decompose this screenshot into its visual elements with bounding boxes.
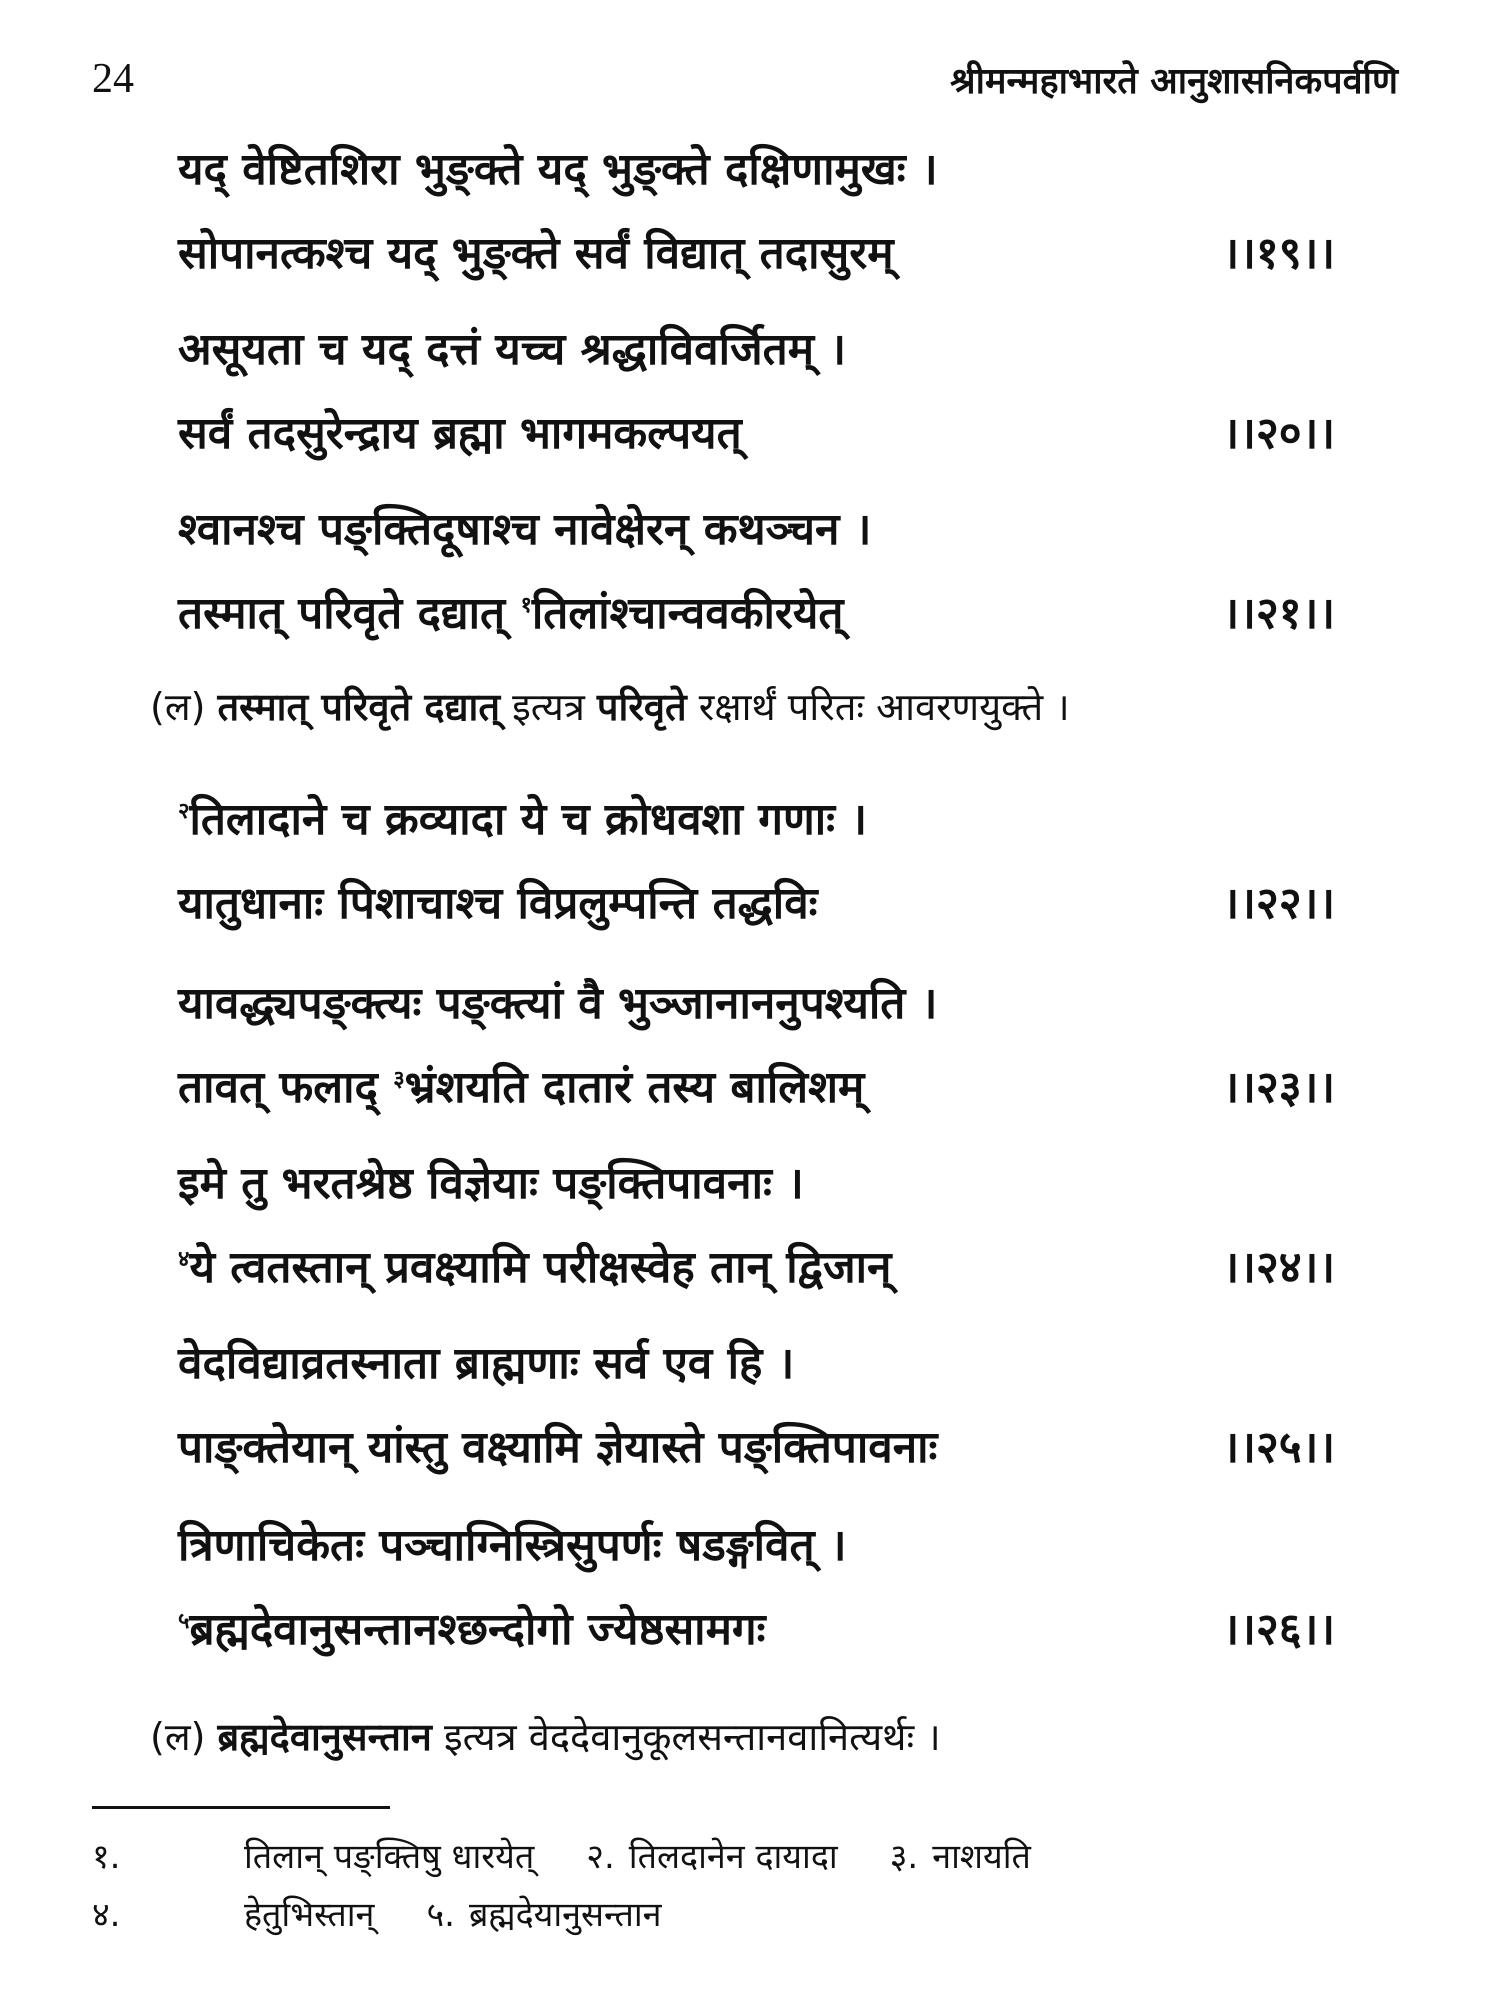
note-text: इत्यत्र वेददेवानुकूलसन्तानवानित्यर्थः ।: [443, 1715, 941, 1759]
commentary-note: [150, 1710, 941, 1762]
note-prefix: (ल): [150, 1715, 206, 1759]
verse-line: [178, 212, 1335, 296]
note-bold: ब्रह्मदेवानुसन्तान: [217, 1715, 432, 1759]
verse-text: त्रिणाचिकेतः पञ्चाग्निस्त्रिसुपर्णः षडङ्गवित् ।: [178, 1520, 847, 1571]
verse-26: [178, 1504, 1335, 1672]
verse-24: [178, 1142, 1335, 1310]
verse-text: यद् वेष्टितशिरा भुङ्क्ते यद् भुङ्क्ते दक्षिणामुखः ।: [178, 144, 938, 195]
verse-text: वेदविद्याव्रतस्नाता ब्राह्मणाः सर्व एव हि ।: [178, 1338, 795, 1389]
verse-line: [178, 1588, 1335, 1672]
footnote-text: तिलदानेन दायादा: [628, 1837, 838, 1877]
verse-number: ।।२४।।: [1222, 1242, 1335, 1293]
verse-25: [178, 1322, 1335, 1490]
footnote-number: ३.: [889, 1837, 919, 1877]
verse-number: ।।२५।।: [1222, 1422, 1335, 1473]
verse-19: [178, 128, 1335, 296]
commentary-note: [150, 680, 1070, 732]
verse-line: [178, 572, 1335, 656]
verse-text: सोपानत्कश्च यद् भुङ्क्ते सर्वं विद्यात् तदासुरम्: [178, 228, 894, 279]
note-text: इत्यत्र: [512, 685, 585, 729]
note-prefix: (ल): [150, 685, 206, 729]
footnote-text: नाशयति: [932, 1837, 1031, 1877]
verse-text: श्वानश्च पङ्क्तिदूषाश्च नावेक्षेरन् कथञ्चन ।: [178, 504, 872, 555]
verse-line: [178, 1406, 1335, 1490]
footnote-marker: ४: [178, 1247, 190, 1272]
note-bold: तस्मात् परिवृते दद्यात्: [217, 685, 501, 729]
verse-line: [178, 862, 1335, 946]
verse-21: [178, 488, 1335, 656]
verse-20: [178, 308, 1335, 476]
footnote-number: ४.: [92, 1895, 121, 1935]
footnote-number: १.: [92, 1837, 121, 1877]
verse-text: सर्वं तदसुरेन्द्राय ब्रह्मा भागमकल्पयत्: [178, 408, 742, 459]
verse-text: ब्रह्मदेवानुसन्तानश्छन्दोगो ज्येष्ठसामगः: [189, 1604, 766, 1655]
verse-number: ।।२३।।: [1222, 1062, 1335, 1113]
footnote-marker: १: [520, 593, 532, 618]
verse-text: तावत् फलाद्: [178, 1062, 378, 1113]
footnotes: [92, 1828, 1083, 1944]
verse-line: [178, 128, 1335, 212]
footnote-marker: ३: [393, 1067, 405, 1092]
verse-text: भ्रंशयति दातारं तस्य बालिशम्: [404, 1062, 865, 1113]
page-header: [92, 55, 1398, 115]
running-title: श्रीमन्महाभारते आनुशासनिकपर्वणि: [950, 61, 1398, 102]
verse-line: [178, 1142, 1335, 1226]
footnote-divider: [92, 1806, 390, 1809]
verse-text: तिलादाने च क्रव्यादा ये च क्रोधवशा गणाः ।: [189, 794, 868, 845]
verse-line: [178, 392, 1335, 476]
verse-number: ।।२०।।: [1222, 408, 1335, 459]
verse-text: पाङ्क्तेयान् यांस्तु वक्ष्यामि ज्ञेयास्ते पङ्क्तिपावनाः: [178, 1422, 938, 1473]
verse-number: ।।२१।।: [1222, 588, 1335, 639]
verse-number: ।।१९।।: [1222, 228, 1335, 279]
footnote-text: हेतुभिस्तान्: [244, 1895, 375, 1935]
footnote-text: ब्रह्मदेयानुसन्तान: [468, 1895, 662, 1935]
note-text: रक्षार्थं परितः आवरणयुक्ते ।: [698, 685, 1070, 729]
note-bold: परिवृते: [596, 685, 687, 729]
footnote-number: ५.: [426, 1895, 455, 1935]
verse-text: तिलांश्चान्ववकीरयेत्: [531, 588, 844, 639]
verse-number: ।।२६।।: [1222, 1604, 1335, 1655]
footnote-marker: ५: [178, 1609, 190, 1634]
footnote-row: [92, 1886, 1083, 1944]
verse-line: [178, 1504, 1335, 1588]
page-number: 24: [92, 56, 134, 102]
verse-22: [178, 778, 1335, 946]
verse-line: [178, 962, 1335, 1046]
footnote-text: तिलान् पङ्क्तिषु धारयेत्: [244, 1837, 535, 1877]
verse-text: तस्मात् परिवृते दद्यात्: [178, 588, 506, 639]
verse-text: यातुधानाः पिशाचाश्च विप्रलुम्पन्ति तद्धविः: [178, 878, 818, 929]
verse-text: असूयता च यद् दत्तं यच्च श्रद्धाविवर्जितम् ।: [178, 324, 847, 375]
verse-line: [178, 488, 1335, 572]
verse-line: [178, 308, 1335, 392]
footnote-number: २.: [586, 1837, 615, 1877]
verse-text: ये त्वतस्तान् प्रवक्ष्यामि परीक्षस्वेह तान् द्विजान्: [189, 1242, 892, 1293]
verse-line: [178, 1226, 1335, 1310]
verse-text: यावद्ध्यपङ्क्त्यः पङ्क्त्यां वै भुञ्जानाननुपश्यति ।: [178, 978, 938, 1029]
verse-23: [178, 962, 1335, 1130]
verse-number: ।।२२।।: [1222, 878, 1335, 929]
verse-line: [178, 1322, 1335, 1406]
verse-line: [178, 778, 1335, 862]
footnote-row: [92, 1828, 1083, 1886]
verse-line: [178, 1046, 1335, 1130]
verse-text: इमे तु भरतश्रेष्ठ विज्ञेयाः पङ्क्तिपावनाः ।: [178, 1158, 804, 1209]
footnote-marker: २: [178, 799, 190, 824]
